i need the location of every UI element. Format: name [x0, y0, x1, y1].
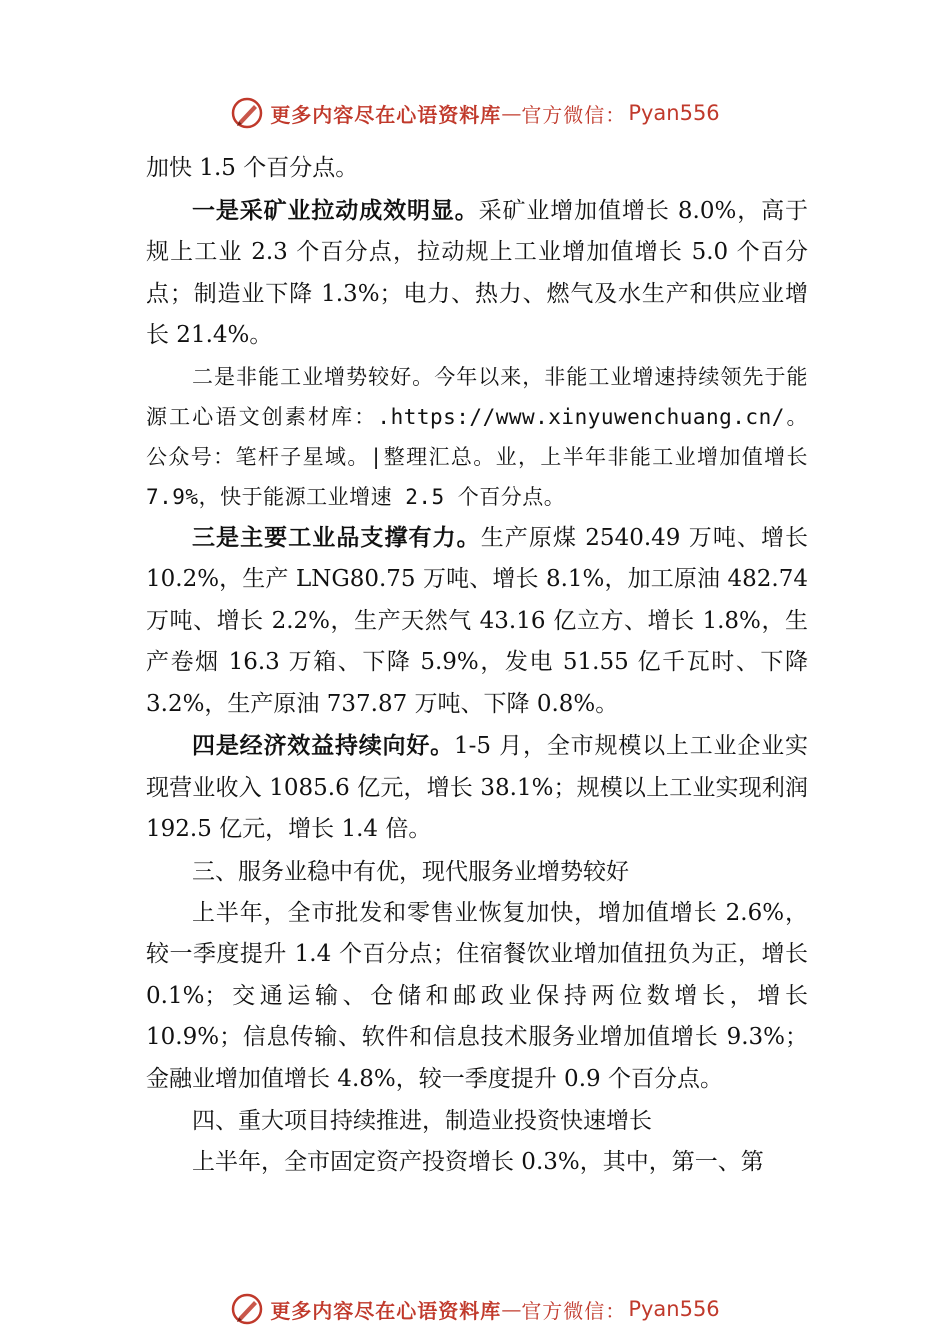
- paragraph-lead: 一是采矿业拉动成效明显。: [192, 196, 479, 224]
- banner-wechat-id: Pyan556: [628, 101, 720, 125]
- paragraph-non-energy: 二是非能工业增势较好。今年以来，非能工业增速持续领先于能源工心语文创素材库：.https://www.xinyuwenchuang.cn/。公众号：笔杆子星域。|整理汇总。业，上半年非能工业增加值增长 7.9%，快于能源工业增速 2.5 个百分点。: [146, 364, 808, 509]
- banner-wechat-label: 官方微信：: [521, 102, 627, 127]
- paragraph-lead: 三是主要工业品支撑有力。: [192, 523, 481, 551]
- banner-wechat-label: 官方微信：: [521, 1298, 627, 1323]
- paragraph-lead: 四是经济效益持续向好。: [192, 732, 455, 759]
- pen-seal-logo-icon: [230, 96, 264, 130]
- banner-wechat-id: Pyan556: [628, 1297, 720, 1321]
- paragraph-profits: [146, 725, 808, 851]
- paragraph-mining: [146, 190, 808, 357]
- paragraph-text: 1-5 月，全市规模以上工业企业实现营业收入 1085.6 亿元，增长 38.1%；规模以上工业实现利润 192.5 亿元，增长 1.4 倍。: [146, 733, 809, 842]
- banner-dash: —: [501, 1297, 522, 1321]
- paragraph-services: 上半年，全市批发和零售业恢复加快，增加值增长 2.6%，较一季度提升 1.4 个百分点；住宿餐饮业增加值扭负为正，增长 0.1%；交通运输、仓储和邮政业保持两位数增长，增长 10.9%；信息传输、软件和信息技术服务业增加值增长 9.3%；金融业增加值增长 4.8%，较一季度提升 0.9 个百分点。: [146, 899, 808, 1092]
- paragraph-text: 采矿业增加值增长 8.0%，高于规上工业 2.3 个百分点，拉动规上工业增加值增长 5.0 个百分点；制造业下降 1.3%；电力、热力、燃气及水生产和供应业增长 21.4%。: [146, 197, 808, 348]
- paragraph-continuation: 加快 1.5 个百分点。: [146, 155, 359, 181]
- banner-title: 更多内容尽在心语资料库: [270, 102, 502, 127]
- banner-dash: —: [501, 101, 522, 125]
- section-heading-investment: 四、重大项目持续推进，制造业投资快速增长: [192, 1108, 652, 1134]
- banner-title: 更多内容尽在心语资料库: [270, 1298, 502, 1323]
- document-body: [146, 148, 808, 1184]
- footer-banner: [0, 1289, 950, 1329]
- paragraph-products: [146, 517, 808, 726]
- header-banner: [0, 93, 950, 133]
- pen-seal-logo-icon: [230, 1292, 264, 1326]
- section-heading-services: 三、服务业稳中有优，现代服务业增势较好: [192, 858, 629, 885]
- paragraph-text: 生产原煤 2540.49 万吨、增长 10.2%，生产 LNG80.75 万吨、增长 8.1%，加工原油 482.74 万吨、增长 2.2%，生产天然气 43.16 亿立方、增长 1.8%，生产卷烟 16.3 万箱、下降 5.9%，发电 51.55 亿千瓦时、下降 3.2%，生产原油 737.87 万吨、下降 0.8%。: [146, 524, 809, 717]
- paragraph-investment: 上半年，全市固定资产投资增长 0.3%，其中，第一、第: [192, 1149, 764, 1175]
